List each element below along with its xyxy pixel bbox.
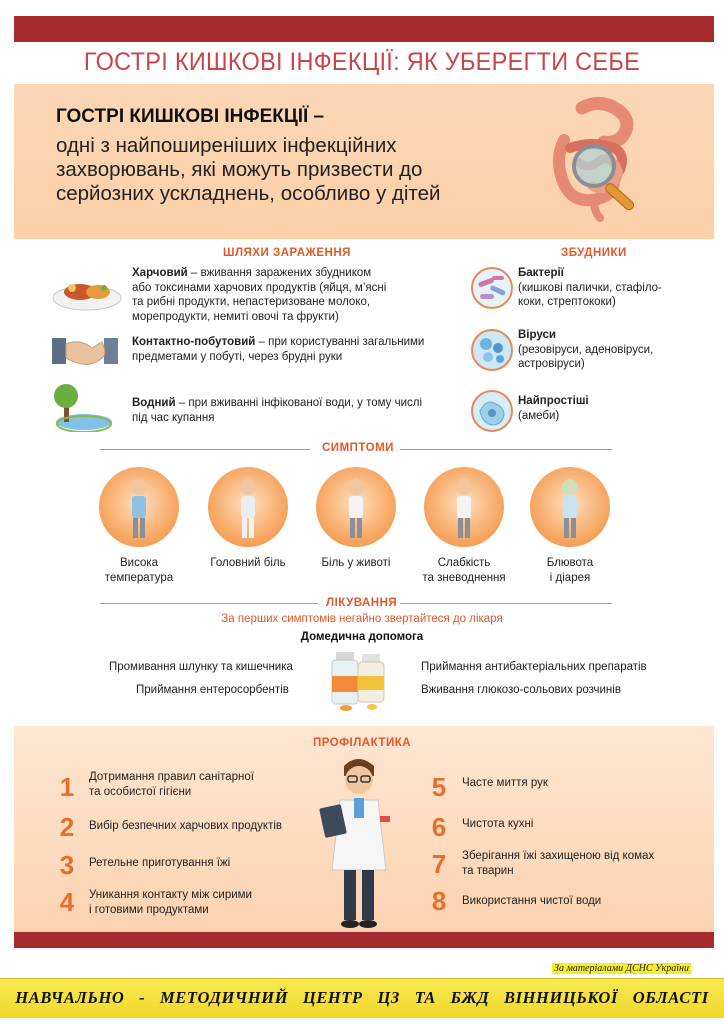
pathogens-title: ЗБУДНИКИ bbox=[561, 247, 627, 259]
symptom-label: Висока температура bbox=[104, 557, 174, 584]
route-item-contact: Контактно-побутовий – при користуванні загальними предметами у побуті, через брудні руки bbox=[132, 336, 425, 363]
divider bbox=[100, 449, 310, 450]
doctor-icon bbox=[318, 752, 400, 932]
handshake-icon bbox=[52, 332, 118, 372]
pathogen-name: Бактерії bbox=[518, 267, 564, 279]
prevention-item: Зберігання їжі захищеною від комах та тварин bbox=[462, 850, 655, 877]
prevention-number: 5 bbox=[431, 772, 447, 802]
prevention-number: 4 bbox=[59, 887, 75, 917]
pathogen-bacteria: Бактерії (кишкові палички, стафіло- коки, стрептококи) bbox=[518, 267, 662, 308]
pathogen-protozoa: Найпростіші (амеби) bbox=[518, 395, 589, 422]
intro-line: захворювань, які можуть призвести до bbox=[56, 158, 423, 181]
medicine-bottles-icon bbox=[328, 648, 390, 712]
prevention-number: 2 bbox=[59, 812, 75, 842]
prevention-item: Чистота кухні bbox=[462, 818, 534, 830]
tree-pond-icon bbox=[52, 384, 112, 432]
prevention-number: 1 bbox=[59, 772, 75, 802]
routes-title: ШЛЯХИ ЗАРАЖЕННЯ bbox=[223, 247, 351, 259]
footer-text: НАВЧАЛЬНО - МЕТОДИЧНИЙ ЦЕНТР ЦЗ ТА БЖД ВІННИЦЬКОЇ ОБЛАСТІ bbox=[15, 988, 709, 1007]
prevention-item: Уникання контакту між сирими і готовими продуктами bbox=[89, 889, 252, 916]
divider bbox=[400, 603, 612, 604]
protozoa-icon bbox=[470, 389, 514, 433]
pathogen-name: Найпростіші bbox=[518, 395, 589, 407]
food-plate-icon bbox=[52, 270, 122, 312]
prevention-number: 7 bbox=[431, 849, 447, 879]
symptom-label: Блювота і діарея bbox=[546, 557, 594, 584]
prevention-item: Дотримання правил санітарної та особистої гігієни bbox=[89, 771, 254, 798]
intro-text bbox=[56, 134, 526, 206]
route-name: Харчовий bbox=[132, 267, 188, 279]
prevention-number: 3 bbox=[59, 850, 75, 880]
route-name: Водний bbox=[132, 397, 176, 409]
intro-line: одні з найпоширеніших інфекційних bbox=[56, 134, 397, 157]
treatment-item: Приймання ентеросорбентів bbox=[136, 684, 289, 696]
bacteria-icon bbox=[470, 266, 514, 310]
treatment-title: ЛІКУВАННЯ bbox=[326, 597, 398, 609]
treatment-item: Вживання глюкозо-сольових розчинів bbox=[421, 684, 621, 696]
virus-icon bbox=[470, 328, 514, 372]
pathogen-viruses: Віруси (резовіруси, аденовіруси, астровіруси) bbox=[518, 329, 654, 370]
home-help-title: Домедична допомога bbox=[300, 631, 424, 643]
treatment-item: Промивання шлунку та кишечника bbox=[109, 661, 293, 673]
divider bbox=[100, 603, 318, 604]
source-note: За матеріалами ДСНС України bbox=[554, 963, 689, 974]
prevention-item: Використання чистої води bbox=[462, 895, 602, 907]
bottom-banner-bar bbox=[14, 932, 714, 948]
symptom-label: Слабкість та зневоднення bbox=[422, 557, 506, 584]
intro-line: серйозних ускладнень, особливо у дітей bbox=[56, 182, 441, 205]
route-item-water: Водний – при вживанні інфікованої води, у тому числі під час купання bbox=[132, 397, 423, 424]
treatment-item: Приймання антибактеріальних препаратів bbox=[421, 661, 647, 673]
page-title: ГОСТРІ КИШКОВІ ІНФЕКЦІЇ: ЯК УБЕРЕГТИ СЕБЕ bbox=[83, 48, 641, 76]
prevention-title: ПРОФІЛАКТИКА bbox=[313, 737, 412, 749]
route-name: Контактно-побутовий bbox=[132, 336, 256, 348]
prevention-number: 6 bbox=[431, 812, 447, 842]
top-banner-bar bbox=[14, 16, 714, 42]
prevention-item: Ретельне приготування їжі bbox=[89, 857, 231, 869]
divider bbox=[400, 449, 612, 450]
symptom-label: Головний біль bbox=[210, 557, 286, 569]
symptom-label: Біль у животі bbox=[321, 557, 391, 569]
pathogen-name: Віруси bbox=[518, 329, 556, 341]
symptom-figures bbox=[99, 467, 639, 547]
intro-heading: ГОСТРІ КИШКОВІ ІНФЕКЦІЇ – bbox=[56, 106, 325, 127]
prevention-item: Часте миття рук bbox=[462, 777, 548, 789]
treatment-warning: За перших симптомів негайно звертайтеся до лікаря bbox=[221, 613, 503, 625]
intestine-magnifier-icon bbox=[548, 96, 652, 224]
prevention-number: 8 bbox=[431, 886, 447, 916]
symptoms-title: СИМПТОМИ bbox=[322, 442, 394, 454]
route-item-food: Харчовий – вживання заражених збудником або токсинами харчових продуктів (яйця, м’ясні та рибні продукти, непастеризоване молоко, морепродукти, немиті овочі та фрукти) bbox=[132, 267, 387, 323]
prevention-item: Вибір безпечних харчових продуктів bbox=[89, 820, 282, 832]
